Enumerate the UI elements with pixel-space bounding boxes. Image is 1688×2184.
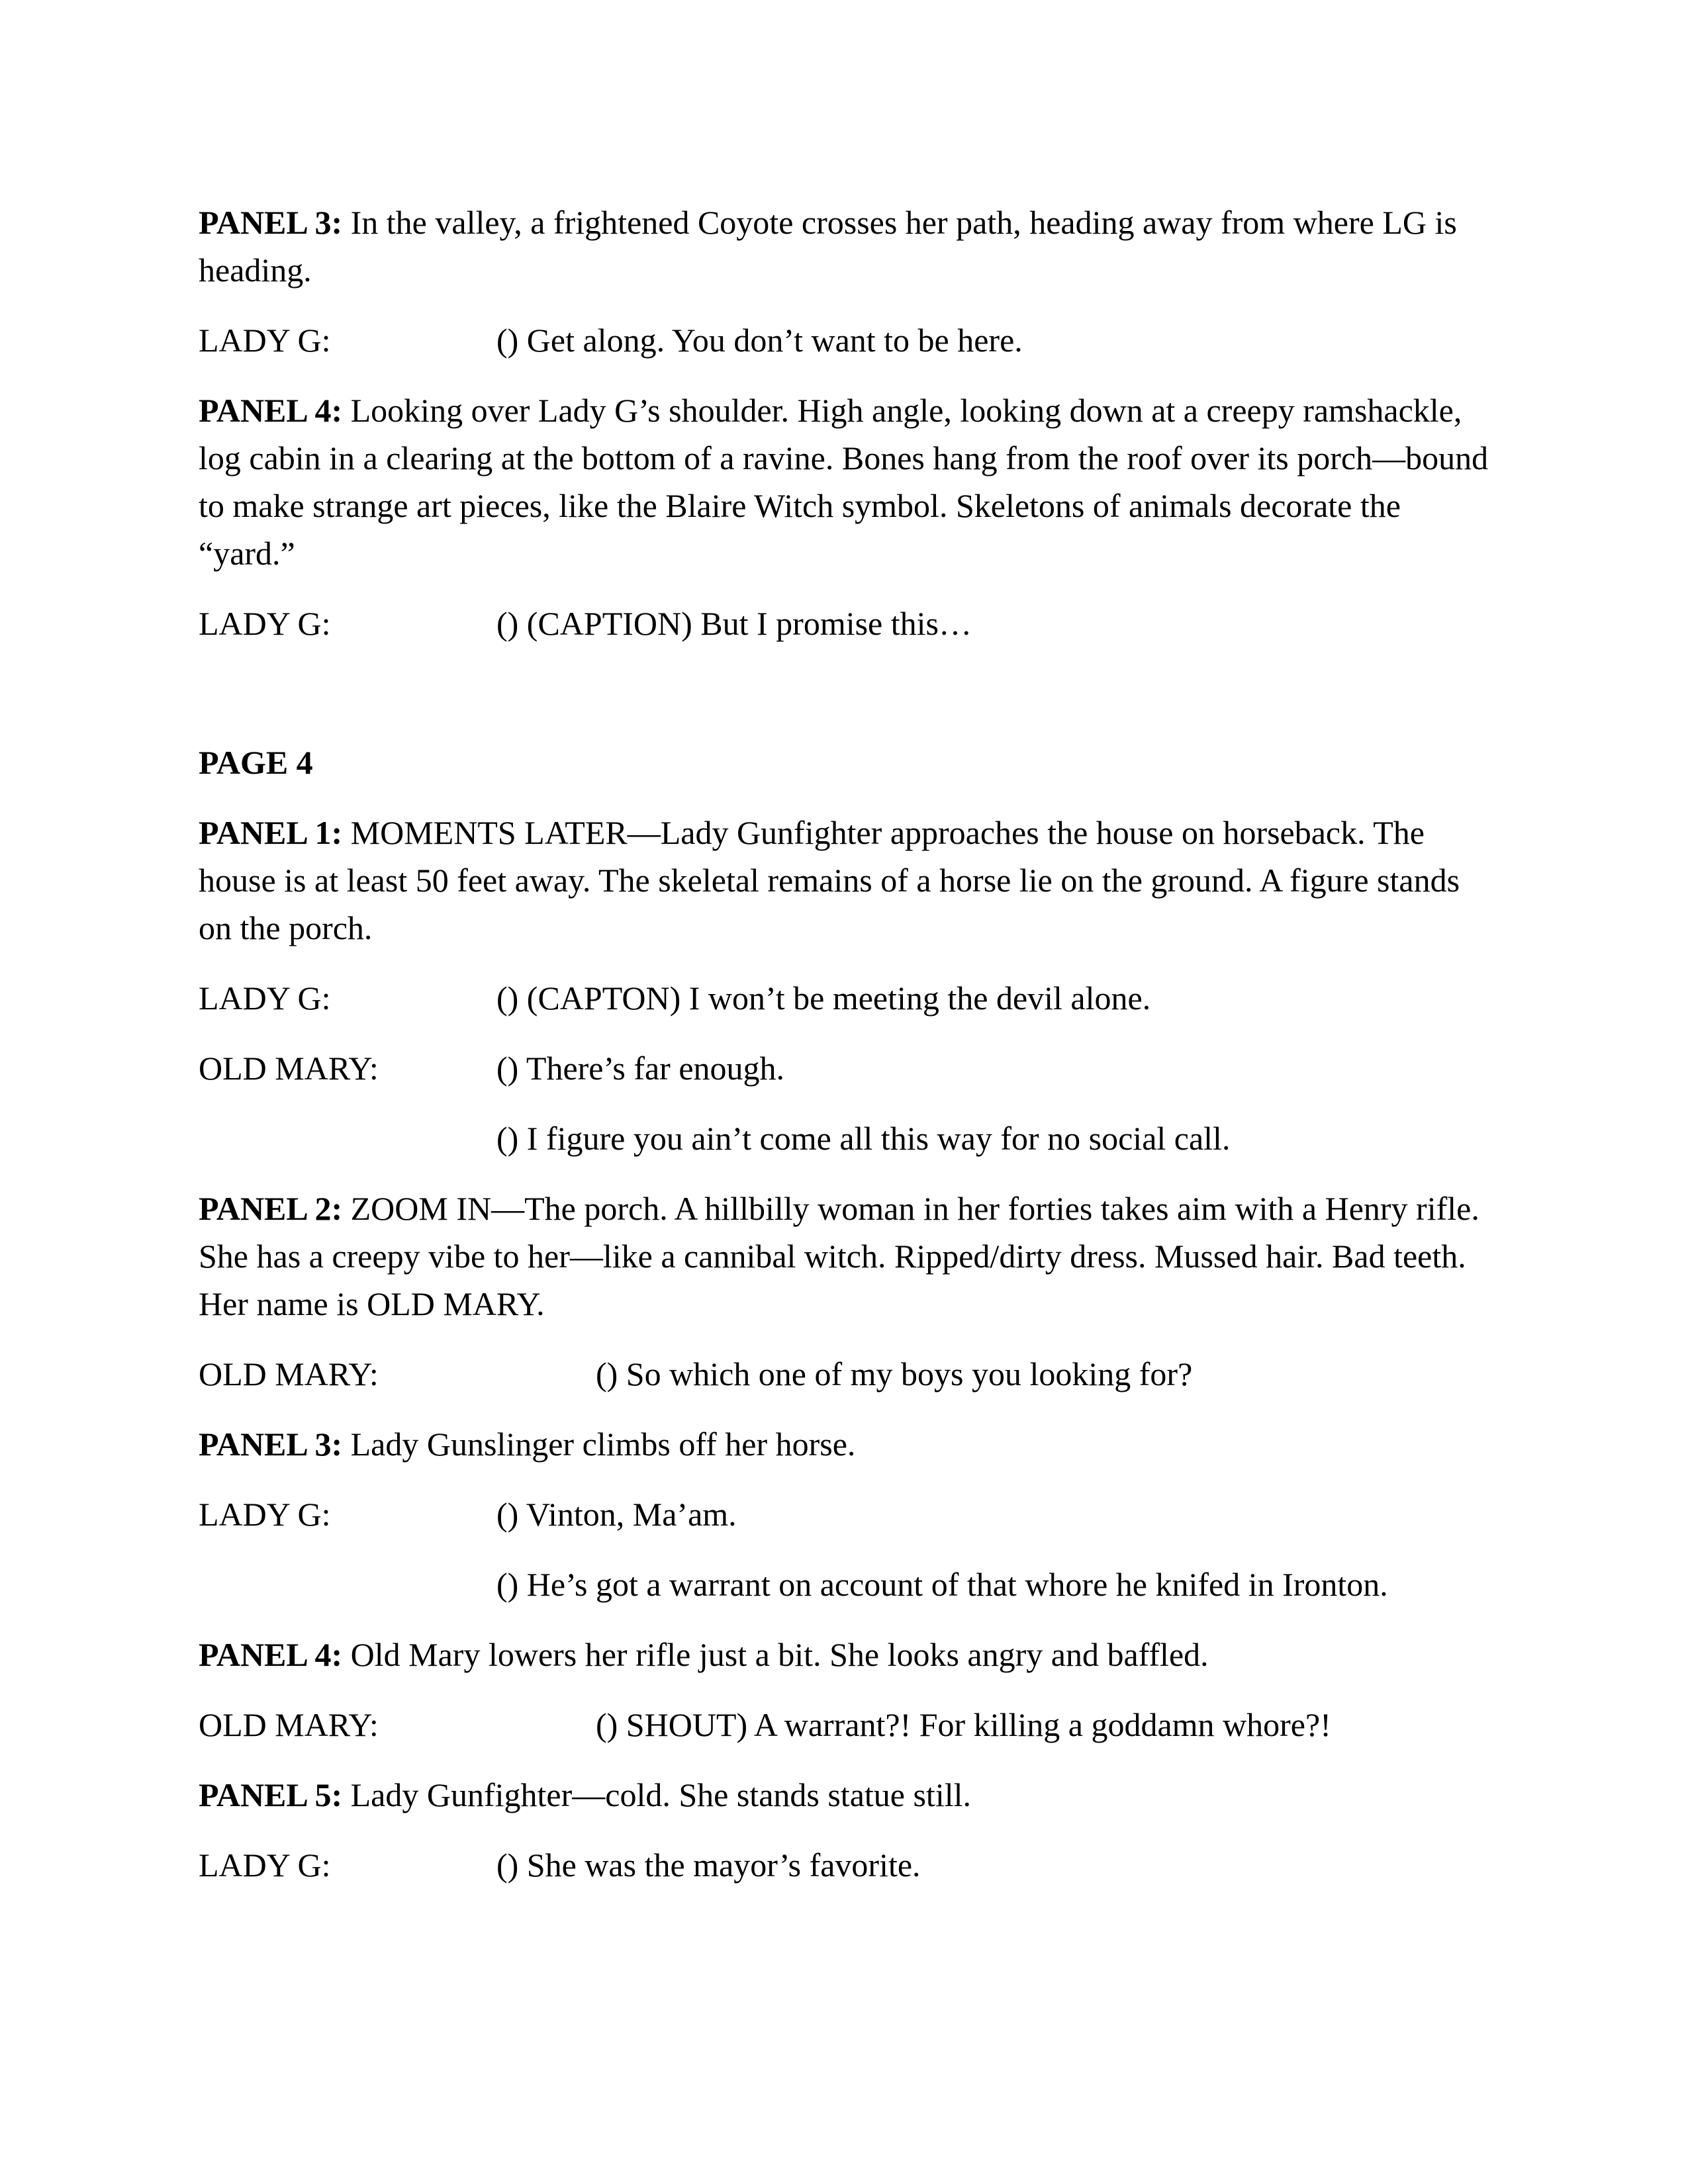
- panel-label: PANEL 4:: [199, 1636, 343, 1673]
- dialogue-text: () There’s far enough.: [496, 1050, 785, 1087]
- speaker-name: LADY G:: [199, 979, 331, 1017]
- dialogue-line: [199, 974, 1489, 1022]
- panel-4-description: [199, 387, 1489, 577]
- speaker-name: OLD MARY:: [199, 1050, 379, 1087]
- panel-text: ZOOM IN—The porch. A hillbilly woman in her forties takes aim with a Henry rifle. She has a creepy vibe to her—like a cannibal witch. Ripped/dirty dress. Mussed hair. Bad teeth. Her name is OLD MARY.: [199, 1190, 1479, 1322]
- dialogue-line: [199, 316, 1489, 364]
- dialogue-text: () Get along. You don’t want to be here.: [496, 322, 1023, 359]
- dialogue-continuation: () He’s got a warrant on account of that whore he knifed in Ironton.: [496, 1566, 1388, 1603]
- dialogue-text: () (CAPTON) I won’t be meeting the devil alone.: [496, 979, 1151, 1017]
- dialogue-line: [199, 1044, 1489, 1092]
- panel-text: Lady Gunslinger climbs off her horse.: [342, 1426, 856, 1463]
- script-page: [199, 199, 1489, 1911]
- panel-3-description: [199, 199, 1489, 294]
- panel-text: Looking over Lady G’s shoulder. High angle, looking down at a creepy ramshackle, log cabin in a clearing at the bottom of a ravine. Bones hang from the roof over its porch—bound to make strange art pieces, like the Blaire Witch symbol. Skeletons of animals decorate the “yard.”: [199, 392, 1489, 572]
- dialogue-text: () SHOUT) A warrant?! For killing a goddamn whore?!: [596, 1706, 1331, 1743]
- panel-2-description: [199, 1185, 1489, 1328]
- panel-text: Old Mary lowers her rifle just a bit. She looks angry and baffled.: [342, 1636, 1209, 1673]
- dialogue-text: () She was the mayor’s favorite.: [496, 1846, 921, 1884]
- dialogue-line: [199, 1701, 1489, 1749]
- dialogue-line: [199, 1841, 1489, 1889]
- dialogue-line: [199, 1490, 1489, 1538]
- panel-1-description: [199, 809, 1489, 952]
- panel-label: PANEL 1:: [199, 814, 343, 851]
- page-heading: PAGE 4: [199, 744, 313, 781]
- panel-label: PANEL 3:: [199, 204, 343, 241]
- speaker-name: OLD MARY:: [199, 1706, 379, 1743]
- panel-text: MOMENTS LATER—Lady Gunfighter approaches the house on horseback. The house is at least 50 feet away. The skeletal remains of a horse lie on the ground. A figure stands on the porch.: [199, 814, 1460, 946]
- panel-label: PANEL 4:: [199, 392, 343, 429]
- dialogue-continuation: () I figure you ain’t come all this way for no social call.: [496, 1120, 1231, 1157]
- panel-label: PANEL 5:: [199, 1776, 343, 1813]
- dialogue-line: [199, 1350, 1489, 1398]
- dialogue-text: () (CAPTION) But I promise this…: [496, 605, 972, 642]
- panel-3-description: [199, 1420, 1489, 1468]
- speaker-name: OLD MARY:: [199, 1355, 379, 1392]
- panel-5-description: [199, 1771, 1489, 1819]
- panel-label: PANEL 2:: [199, 1190, 343, 1227]
- panel-4-description: [199, 1631, 1489, 1678]
- speaker-name: LADY G:: [199, 605, 331, 642]
- dialogue-text: () So which one of my boys you looking for?: [596, 1355, 1193, 1392]
- dialogue-line: [199, 600, 1489, 647]
- speaker-name: LADY G:: [199, 322, 331, 359]
- speaker-name: LADY G:: [199, 1496, 331, 1533]
- panel-text: Lady Gunfighter—cold. She stands statue still.: [342, 1776, 971, 1813]
- speaker-name: LADY G:: [199, 1846, 331, 1884]
- panel-label: PANEL 3:: [199, 1426, 343, 1463]
- dialogue-text: () Vinton, Ma’am.: [496, 1496, 737, 1533]
- panel-text: In the valley, a frightened Coyote crosses her path, heading away from where LG is heading.: [199, 204, 1457, 289]
